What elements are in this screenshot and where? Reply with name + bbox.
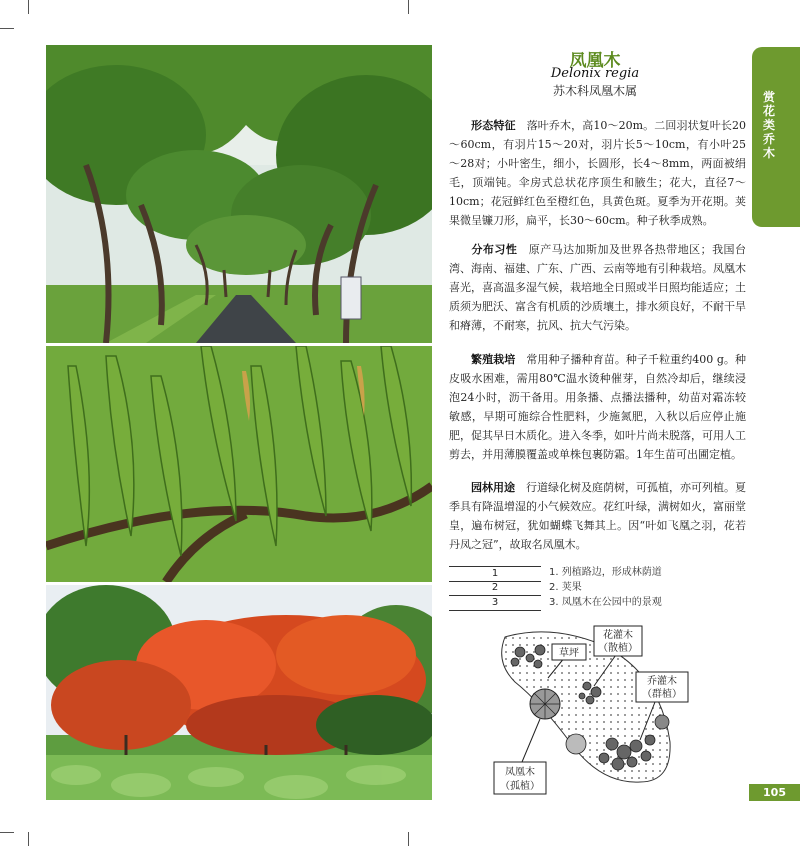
caption-number: 2 xyxy=(449,581,541,596)
latin-name: Delonix regia xyxy=(550,66,640,81)
crop-mark xyxy=(394,832,409,846)
caption-row xyxy=(449,566,699,581)
label-fenghuang-sub: （孤植） xyxy=(500,781,540,792)
photo-avenue xyxy=(46,45,432,343)
section-distribution xyxy=(449,240,746,335)
caption-number: 1 xyxy=(449,566,541,582)
caption-text: 3. 凤凰木在公园中的景观 xyxy=(549,597,662,608)
label-tree-group-sub: （群植） xyxy=(642,689,682,700)
photo-seed-pods xyxy=(46,346,432,582)
caption-text: 1. 列植路边，形成林荫道 xyxy=(549,567,662,578)
page-number: 105 xyxy=(749,784,800,801)
crop-mark xyxy=(0,818,14,833)
section-text: 行道绿化树及庭荫树，可孤植，亦可列植。夏季具有降温增湿的小气候效应。花红叶绿，满树如火，富丽堂皇，遍布树冠，犹如蝴蝶飞舞其上。因“叶如飞凰之羽，花若丹凤之冠”，故取名凤凰木。 xyxy=(449,481,746,551)
category-tab-label: 赏花类乔木 xyxy=(762,90,775,160)
section-text: 常用种子播种育苗。种子千粒重约400 g。种皮吸水困难，需用80℃温水烫种催芽，自然冷却后，继续浸泡24小时，沥干备用。用条播、点播法播种，幼苗对霜冻较敏感，早期可施综合性肥料，少施氮肥，入秋以后应停止施肥，促其早日木质化。进入冬季，如叶片尚未脱落，可用人工剪去，并用薄膜覆盖或单株包裹防霜。1年生苗可出圃定植。 xyxy=(449,353,746,461)
label-tree-group: 乔灌木 xyxy=(647,676,677,687)
caption-row xyxy=(449,581,699,596)
planting-diagram xyxy=(490,622,695,800)
label-lawn: 草坪 xyxy=(559,648,579,659)
family-genus: 苏木科凤凰木属 xyxy=(552,84,637,98)
label-shrub-sub: （散植） xyxy=(598,643,638,654)
section-text: 原产马达加斯加及世界各热带地区；我国台湾、海南、福建、广东、广西、云南等地有引种栽培。凤凰木喜光，喜高温多湿气候，栽培地全日照或半日照均能适应；土质须为肥沃、富含有机质的沙质壤土，排水须良好，不耐干旱和瘠薄，不耐寒，抗风、抗大气污染。 xyxy=(449,243,747,332)
caption-text: 2. 荚果 xyxy=(549,582,582,593)
section-cultivation xyxy=(449,350,746,464)
crop-mark xyxy=(14,0,29,14)
section-morphology xyxy=(449,116,746,230)
section-heading: 分布习性 xyxy=(471,243,518,256)
crop-mark xyxy=(394,0,409,14)
section-heading: 形态特征 xyxy=(471,119,516,132)
crop-mark xyxy=(0,14,14,29)
section-text: 落叶乔木，高10～20m。二回羽状复叶长20～60cm，有羽片15～20对，羽片长5～10cm，有小叶25～28对；小叶密生，细小，长圆形，长4～8mm，两面被绢毛，顶端钝。伞房式总状花序顶生和腋生；花大，直径7～10cm；花冠鲜红色至橙红色，具黄色斑。夏季为开花期。荚果微呈镰刀形，扁平，长30～60cm。种子秋季成熟。 xyxy=(449,119,747,227)
label-fenghuang: 凤凰木 xyxy=(505,767,535,778)
photo-park-view xyxy=(46,585,432,800)
section-heading: 繁殖栽培 xyxy=(471,353,516,366)
caption-number: 3 xyxy=(449,596,541,611)
section-heading: 园林用途 xyxy=(471,481,515,494)
crop-mark xyxy=(14,832,29,846)
caption-row xyxy=(449,596,699,611)
section-landscape-use xyxy=(449,478,746,554)
species-title: 凤凰木 xyxy=(569,51,621,71)
label-shrub: 花灌木 xyxy=(603,630,633,641)
